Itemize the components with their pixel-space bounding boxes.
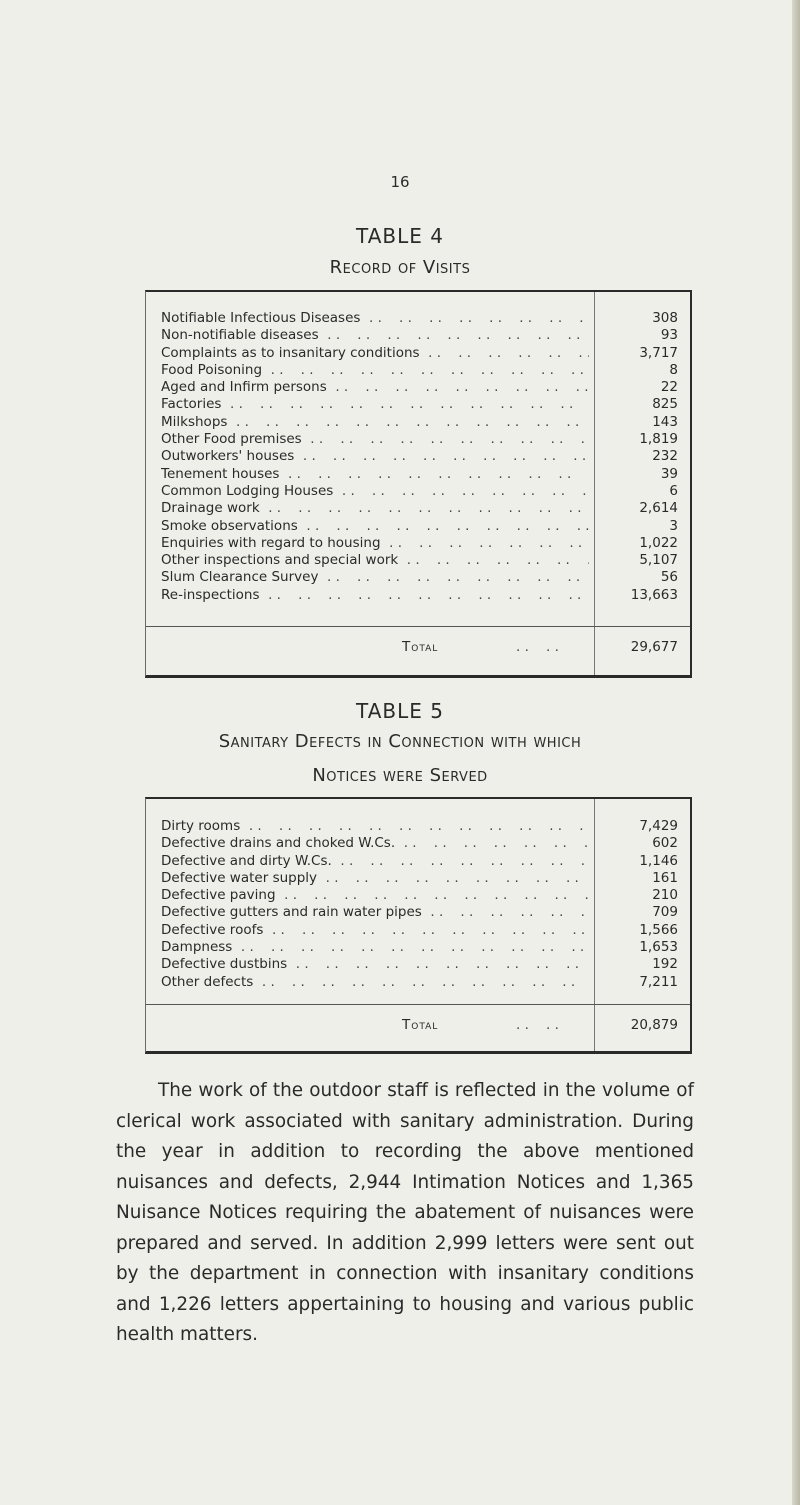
table-5-rows bbox=[146, 818, 690, 991]
row-value: 7,429 bbox=[639, 818, 678, 834]
table-row bbox=[146, 500, 690, 517]
row-label: Aged and Infirm persons . . bbox=[161, 379, 589, 396]
row-value: 602 bbox=[652, 835, 678, 852]
row-label: Defective and dirty W.Cs. . . bbox=[161, 853, 589, 870]
table-5 bbox=[145, 797, 692, 1054]
row-value: 825 bbox=[652, 396, 678, 413]
table-row bbox=[146, 466, 690, 483]
row-label: Defective drains and choked W.Cs. . . bbox=[161, 835, 589, 852]
row-value: 1,819 bbox=[639, 431, 678, 448]
row-value: 1,022 bbox=[639, 534, 678, 551]
row-value: 93 bbox=[660, 327, 678, 344]
total-separator bbox=[146, 1004, 690, 1005]
row-label: Other defects . . bbox=[161, 974, 589, 991]
table-row bbox=[146, 483, 690, 500]
total-label: Total bbox=[402, 639, 439, 655]
row-label: Notifiable Infectious Diseases . . bbox=[161, 310, 589, 327]
row-value: 3,717 bbox=[639, 344, 678, 361]
row-value: 13,663 bbox=[630, 586, 678, 603]
table-row bbox=[146, 414, 690, 431]
table-row bbox=[146, 887, 690, 904]
table-row bbox=[146, 956, 690, 973]
row-label: Outworkers' houses . . bbox=[161, 448, 589, 465]
row-label: Complaints as to insanitary conditions . . bbox=[161, 345, 589, 362]
table-row bbox=[146, 835, 690, 852]
table-row bbox=[146, 569, 690, 586]
row-label: Factories . . bbox=[161, 396, 589, 413]
total-value: 20,879 bbox=[630, 1017, 678, 1033]
row-label: Defective water supply . . bbox=[161, 870, 589, 887]
table-row bbox=[146, 587, 690, 604]
total-label: Total bbox=[402, 1017, 439, 1033]
row-value: 6 bbox=[669, 482, 678, 499]
total-value: 29,677 bbox=[630, 639, 678, 655]
table-4-rows bbox=[146, 310, 690, 604]
row-label: Dirty rooms . . bbox=[161, 818, 589, 835]
table-row bbox=[146, 362, 690, 379]
row-value: 192 bbox=[652, 956, 678, 973]
row-value: 39 bbox=[660, 465, 678, 482]
table-row bbox=[146, 518, 690, 535]
row-value: 308 bbox=[652, 310, 678, 326]
row-value: 143 bbox=[652, 413, 678, 430]
table-5-title: TABLE 5 bbox=[356, 699, 444, 723]
total-row bbox=[146, 1015, 690, 1035]
row-value: 709 bbox=[652, 904, 678, 921]
row-label: Non-notifiable diseases . . bbox=[161, 327, 589, 344]
table-row bbox=[146, 396, 690, 413]
table-row bbox=[146, 853, 690, 870]
table-4-title: TABLE 4 bbox=[356, 224, 444, 248]
row-label: Re-inspections . . bbox=[161, 587, 589, 604]
row-label: Other inspections and special work . . bbox=[161, 552, 589, 569]
total-leader-dots: . . . . bbox=[516, 639, 559, 655]
row-label: Other Food premises . . bbox=[161, 431, 589, 448]
row-value: 1,653 bbox=[639, 939, 678, 956]
table-row bbox=[146, 939, 690, 956]
row-label: Smoke observations . . bbox=[161, 518, 589, 535]
row-value: 161 bbox=[652, 869, 678, 886]
table-4 bbox=[145, 290, 692, 678]
table-row bbox=[146, 327, 690, 344]
table-row bbox=[146, 310, 690, 327]
row-value: 56 bbox=[660, 569, 678, 586]
total-leader-dots: . . . . bbox=[516, 1017, 559, 1033]
table-row bbox=[146, 535, 690, 552]
table-5-subtitle-line2: Notices were Served bbox=[312, 765, 488, 786]
row-value: 22 bbox=[660, 379, 678, 396]
row-value: 210 bbox=[652, 887, 678, 904]
page-number: 16 bbox=[390, 173, 410, 191]
row-label: Enquiries with regard to housing . . bbox=[161, 535, 589, 552]
table-row bbox=[146, 974, 690, 991]
table-row bbox=[146, 552, 690, 569]
total-separator bbox=[146, 626, 690, 627]
row-value: 1,146 bbox=[639, 852, 678, 869]
table-4-subtitle: Record of Visits bbox=[329, 257, 471, 278]
row-label: Food Poisoning . . bbox=[161, 362, 589, 379]
table-row bbox=[146, 870, 690, 887]
row-label: Common Lodging Houses . . bbox=[161, 483, 589, 500]
table-row bbox=[146, 904, 690, 921]
table-row bbox=[146, 922, 690, 939]
row-value: 1,566 bbox=[639, 921, 678, 938]
row-value: 2,614 bbox=[639, 500, 678, 517]
row-label: Drainage work . . bbox=[161, 500, 589, 517]
row-value: 8 bbox=[669, 361, 678, 378]
table-5-subtitle-line1: Sanitary Defects in Connection with which bbox=[218, 731, 582, 752]
row-value: 5,107 bbox=[639, 552, 678, 569]
table-row bbox=[146, 448, 690, 465]
row-label: Defective roofs . . bbox=[161, 922, 589, 939]
row-label: Defective gutters and rain water pipes . . bbox=[161, 904, 589, 921]
total-row bbox=[146, 637, 690, 657]
table-row bbox=[146, 379, 690, 396]
row-value: 7,211 bbox=[639, 973, 678, 990]
table-row bbox=[146, 431, 690, 448]
row-value: 232 bbox=[652, 448, 678, 465]
row-label: Tenement houses . . bbox=[161, 466, 589, 483]
table-row bbox=[146, 345, 690, 362]
body-paragraph: The work of the outdoor staff is reflected in the volume of clerical work associated with sanitary administration. During the year in addition to recording the above mentioned nuisances and defects, 2,944 Intimation Notices and 1,365 Nuisance Notices requiring the abatement of nuisances were prepared and served. In addition 2,999 letters were sent out by the department in connection with insanitary conditions and 1,226 letters appertaining to housing and various public health matters. bbox=[116, 1080, 694, 1345]
row-label: Dampness . . bbox=[161, 939, 589, 956]
row-label: Milkshops . . bbox=[161, 414, 589, 431]
row-label: Defective dustbins . . bbox=[161, 956, 589, 973]
row-value: 3 bbox=[669, 517, 678, 534]
row-label: Defective paving . . bbox=[161, 887, 589, 904]
row-label: Slum Clearance Survey . . bbox=[161, 569, 589, 586]
table-row bbox=[146, 818, 690, 835]
